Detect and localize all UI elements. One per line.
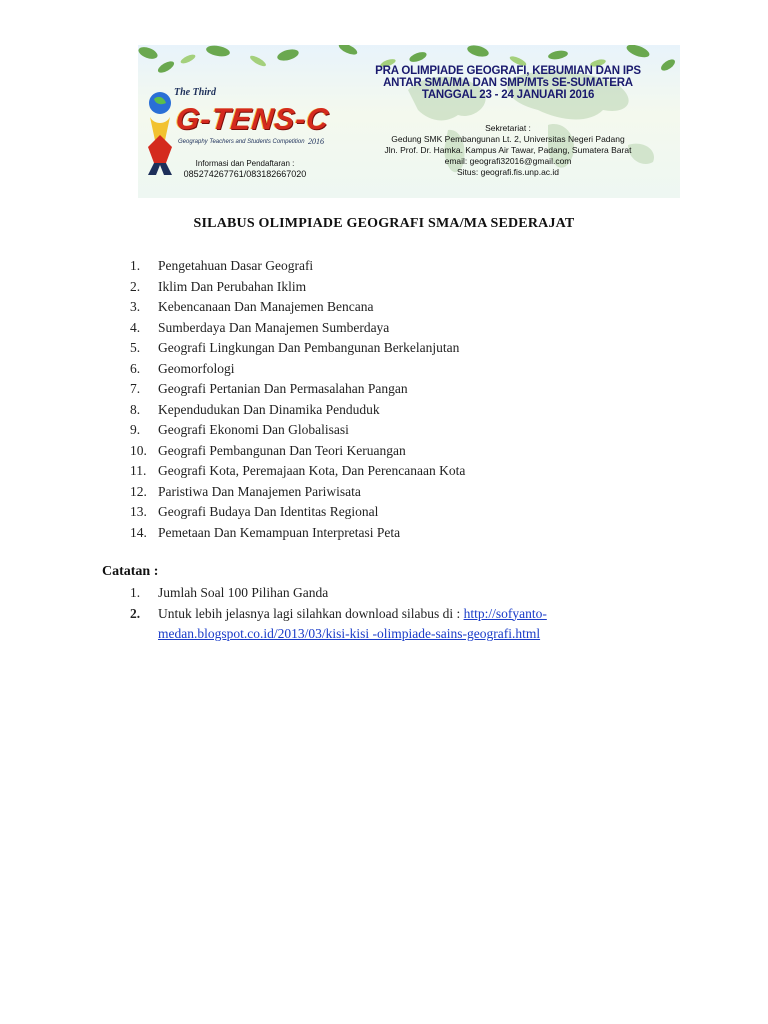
item-text: Kebencanaan Dan Manajemen Bencana bbox=[158, 299, 374, 314]
info-block bbox=[180, 158, 310, 180]
list-item bbox=[130, 297, 465, 318]
item-text: Sumberdaya Dan Manajemen Sumberdaya bbox=[158, 319, 390, 335]
list-item bbox=[130, 400, 465, 421]
item-text: Geografi Budaya Dan Identitas Regional bbox=[158, 504, 379, 519]
secretariat-block bbox=[338, 123, 678, 178]
document-title: SILABUS OLIMPIADE GEOGRAFI SMA/MA SEDERAJAT bbox=[193, 216, 575, 231]
list-item bbox=[130, 482, 465, 503]
info-label: Informasi dan Pendaftaran : bbox=[195, 159, 295, 168]
link-text-part-1: http://sofyanto- bbox=[463, 605, 547, 621]
item-number: 10. bbox=[130, 442, 147, 458]
info-phones: 085274267761/083182667020 bbox=[183, 169, 307, 179]
notes-label: Catatan : bbox=[102, 564, 159, 579]
item-text: Geografi Ekonomi Dan Globalisasi bbox=[158, 422, 349, 437]
item-number: 4. bbox=[130, 319, 141, 335]
note-item bbox=[130, 604, 610, 645]
item-number: 9. bbox=[130, 422, 141, 437]
item-text: Geografi Lingkungan Dan Pembangunan Berkelanjutan bbox=[158, 340, 460, 355]
list-item bbox=[130, 523, 465, 544]
item-text: Geografi Kota, Peremajaan Kota, Dan Perencanaan Kota bbox=[158, 463, 466, 478]
item-text: Geografi Pertanian Dan Permasalahan Pangan bbox=[158, 381, 408, 396]
syllabus-list bbox=[130, 256, 465, 543]
secretariat-site: Situs: geografi.fis.unp.ac.id bbox=[456, 167, 560, 177]
event-banner bbox=[138, 45, 680, 198]
note-number: 1. bbox=[130, 585, 141, 600]
item-text: Paristiwa Dan Manajemen Pariwisata bbox=[158, 483, 361, 499]
link-text-part-2: medan.blogspot.co.id/2013/03/kisi-kisi -olimpiade-sains-geografi.html bbox=[158, 626, 541, 641]
list-item bbox=[130, 441, 465, 462]
list-item bbox=[130, 461, 465, 482]
item-number: 11. bbox=[130, 463, 147, 478]
item-text: Iklim Dan Perubahan Iklim bbox=[158, 278, 307, 294]
item-number: 12. bbox=[130, 483, 147, 499]
secretariat-address-1: Gedung SMK Pembangunan Lt. 2, Universitas Negeri Padang bbox=[391, 134, 625, 144]
list-item bbox=[130, 256, 465, 277]
item-number: 1. bbox=[130, 258, 141, 273]
note-text: Jumlah Soal 100 Pilihan Ganda bbox=[158, 585, 329, 600]
secretariat-email: email: geografi32016@gmail.com bbox=[444, 156, 572, 166]
item-text: Pengetahuan Dasar Geografi bbox=[158, 258, 314, 273]
event-title bbox=[338, 65, 678, 101]
event-line-2: ANTAR SMA/MA DAN SMP/MTs SE-SUMATERA bbox=[383, 77, 633, 89]
list-item bbox=[130, 318, 465, 339]
event-line-3: TANGGAL 23 - 24 JANUARI 2016 bbox=[421, 89, 595, 101]
item-number: 2. bbox=[130, 278, 141, 294]
note-item bbox=[130, 583, 610, 604]
list-item bbox=[130, 502, 465, 523]
secretariat-label: Sekretariat : bbox=[485, 123, 531, 133]
logo-tagline: Geography Teachers and Students Competition bbox=[178, 139, 305, 145]
logo-prefix: The Third bbox=[174, 87, 216, 98]
item-number: 13. bbox=[130, 504, 147, 519]
item-number: 7. bbox=[130, 381, 141, 396]
item-number: 3. bbox=[130, 299, 141, 314]
notes-list bbox=[130, 583, 610, 645]
list-item bbox=[130, 338, 465, 359]
logo-name: G-TENS-C bbox=[174, 103, 331, 136]
note-text: Untuk lebih jelasnya lagi silahkan download silabus di : bbox=[158, 605, 464, 621]
logo-year: 2016 bbox=[308, 137, 324, 146]
item-text: Geografi Pembangunan Dan Teori Keruangan bbox=[158, 442, 406, 458]
item-text: Kependudukan Dan Dinamika Penduduk bbox=[158, 401, 380, 417]
list-item bbox=[130, 359, 465, 380]
event-line-1: PRA OLIMPIADE GEOGRAFI, KEBUMIAN DAN IPS bbox=[375, 65, 641, 77]
item-text: Geomorfologi bbox=[158, 360, 235, 376]
list-item bbox=[130, 379, 465, 400]
secretariat-address-2: Jln. Prof. Dr. Hamka. Kampus Air Tawar, Padang, Sumatera Barat bbox=[384, 145, 632, 155]
list-item bbox=[130, 420, 465, 441]
item-text: Pemetaan Dan Kemampuan Interpretasi Peta bbox=[158, 524, 401, 540]
item-number: 8. bbox=[130, 401, 141, 417]
note-text-with-link bbox=[158, 604, 610, 645]
item-number: 5. bbox=[130, 340, 141, 355]
item-number: 6. bbox=[130, 360, 141, 376]
list-item bbox=[130, 277, 465, 298]
item-number: 14. bbox=[130, 524, 147, 540]
note-number: 2. bbox=[130, 605, 141, 621]
